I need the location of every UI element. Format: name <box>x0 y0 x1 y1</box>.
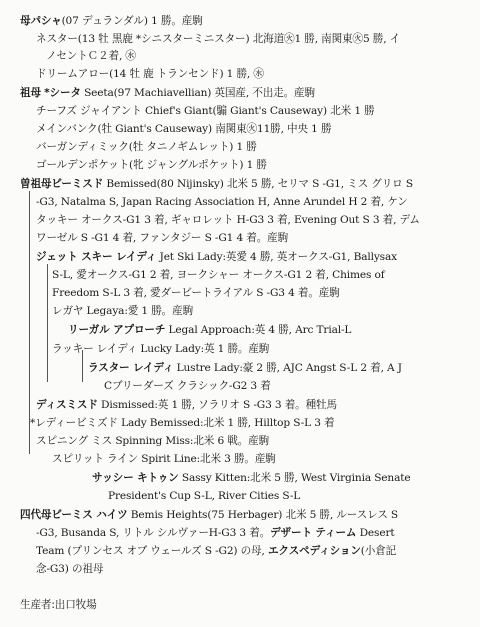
sassy-kitten-name: サッシー キトゥン <box>92 472 179 484</box>
second-dam-produce-2: メインバンク(牡 Giant's Causeway) 南関東㊋11勝, 中央 1 勝 <box>36 123 332 135</box>
third-dam-text-1: Bemissed(80 Nijinsky) 北米 5 勝, セリマ S -G1, ミス グリロ S <box>106 178 413 190</box>
third-dam-line-1 <box>20 177 413 191</box>
second-dam-produce-1: チーフズ ジャイアント Chief's Giant(騸 Giant's Causeway) 北米 1 勝 <box>36 105 375 117</box>
dam-label: 母パシャ <box>20 15 62 27</box>
fourth-dam-text-3-end: (小倉記 <box>360 545 397 557</box>
luster-lady-text-1: Lustre Lady:豪 2 勝, AJC Angst S-L 2 着, A J <box>176 362 402 374</box>
dam-line <box>20 14 203 28</box>
fourth-dam-line-2 <box>36 526 394 540</box>
second-dam-label: 祖母 <box>20 87 41 99</box>
fourth-dam-text-3: Team (プリンセス オブ ウェールズ S -G2) の母, <box>36 545 268 557</box>
jet-ski-text-1: Jet Ski Lady:英愛 4 勝, 英オークス-G1, Ballysax <box>159 251 397 263</box>
jet-ski-text-3: Freedom S-L 3 着, 愛ダービートライアル S -G3 4 着。産駒 <box>52 287 340 299</box>
third-dam-text-4: ワーゼル S -G1 4 着, ファンタジー S -G1 4 着。産駒 <box>36 232 289 244</box>
breeder-line: 生産者:出口牧場 <box>20 599 97 611</box>
fourth-dam-line-3 <box>36 544 396 558</box>
legaya-line: レガヤ Legaya:愛 1 勝。産駒 <box>52 305 194 317</box>
third-dam-text-3: タッキー オークス-G1 3 着, ギャロレット H-G3 3 着, Evening Out S 3 着, デム <box>36 214 420 226</box>
dismissed-line <box>36 398 337 412</box>
fourth-dam-text-4: 念-G3) の祖母 <box>36 563 104 575</box>
regal-approach-line <box>68 323 351 337</box>
jet-ski-guide <box>47 264 48 382</box>
jet-ski-line-1 <box>36 250 397 264</box>
second-dam-produce-4: ゴールデンポケット(牝 ジャングルポケット) 1 勝 <box>36 159 267 171</box>
dam-produce-2: ドリームアロー(14 牡 鹿 トランセンド) 1 勝, ㊌ <box>36 68 264 80</box>
fourth-dam-text-2: -G3, Busanda S, リトル シルヴァーH-G3 3 着。 <box>36 527 271 539</box>
fourth-dam-line-1 <box>20 508 398 522</box>
sassy-kitten-text-1: Sassy Kitten:北米 5 勝, West Virginia Senate <box>181 472 411 484</box>
sassy-kitten-line-1 <box>92 471 411 485</box>
regal-approach-name: リーガル アプローチ <box>68 324 166 336</box>
dam-rest: (07 デュランダル) 1 勝。産駒 <box>61 15 203 27</box>
dismissed-rest: Dismissed:英 1 勝, ソラリオ S -G3 3 着。種牡馬 <box>101 399 337 411</box>
spinning-miss-line: スピニング ミス Spinning Miss:北米 6 戦。産駒 <box>36 435 270 447</box>
third-dam-label: 曽祖母 <box>20 178 52 190</box>
luster-lady-text-2: Cブリーダーズ クラシック-G2 3 着 <box>104 380 271 392</box>
sassy-kitten-text-2: President's Cup S-L, River Cities S-L <box>108 490 301 502</box>
second-dam-rest: Seeta(97 Machiavellian) 英国産, 不出走。産駒 <box>84 87 315 99</box>
regal-approach-rest: Legal Approach:英 4 勝, Arc Trial-L <box>168 324 352 336</box>
luster-lady-name: ラスター レイディ <box>88 362 174 374</box>
lady-bemissed-line: *レディービミズド Lady Bemissed:北米 1 勝, Hilltop S-L 3 着 <box>30 417 335 429</box>
lucky-lady-line: ラッキー レイディ Lucky Lady:英 1 勝。産駒 <box>52 343 270 355</box>
second-dam-line <box>20 86 315 100</box>
desert-team-rest: Desert <box>356 527 395 539</box>
jet-ski-text-2: S-L, 愛オークス-G1 2 着, ヨークシャー オークス-G1 2 着, Chimes of <box>52 269 385 281</box>
fourth-dam-text-1: Bemis Heights(75 Herbager) 北米 5 勝, ルースレス S <box>130 509 398 521</box>
luster-lady-line-1 <box>88 361 402 375</box>
second-dam-name: *シータ <box>44 87 81 99</box>
third-dam-text-2: -G3, Natalma S, Japan Racing Association H, Anne Arundel H 2 着, ケン <box>36 196 408 208</box>
spirit-line-line: スピリット ライン Spirit Line:北米 3 勝。産駒 <box>52 453 276 465</box>
fourth-dam-name: ビーミス ハイツ <box>51 509 128 521</box>
jet-ski-name: ジェット スキー レイディ <box>36 251 157 263</box>
dam-produce-1b: ノセントＣ２着, ㊌ <box>46 50 136 62</box>
third-dam-guide <box>29 191 30 454</box>
second-dam-produce-3: バーガンディミック(牡 タニノギムレット) 1 勝 <box>36 141 257 153</box>
dam-produce-1a: ネスター(13 牡 黒鹿 *シニスターミニスター) 北海道㊋1 勝, 南関東㊋5 勝, イ <box>36 33 401 45</box>
desert-team-name: デザート ティーム <box>270 527 357 539</box>
expedition-name: エクスペディション <box>267 545 361 557</box>
fourth-dam-label: 四代母 <box>20 509 52 521</box>
dismissed-name: ディスミスド <box>36 399 98 411</box>
third-dam-name: ビーミスド <box>51 178 104 190</box>
